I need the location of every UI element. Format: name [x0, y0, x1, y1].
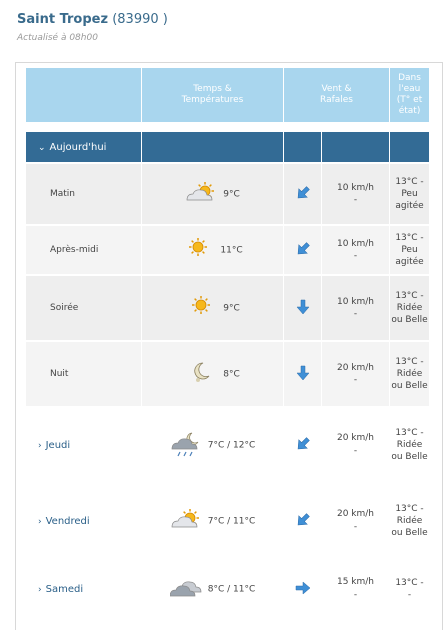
sunny-icon — [185, 294, 221, 323]
sunny-icon — [182, 236, 218, 265]
cloudy-icon — [170, 575, 206, 604]
table-header — [26, 68, 430, 124]
wind-speed: 10 km/h — [336, 183, 375, 193]
update-time: Actualisé à 08h00 — [17, 33, 98, 43]
wind-arrow-icon — [295, 444, 311, 455]
wind-arrow-icon — [295, 250, 311, 260]
day-row[interactable] — [26, 484, 430, 560]
day-toggle[interactable] — [26, 484, 142, 560]
header-eau-line1: Dans — [398, 73, 421, 83]
wind-arrow-icon — [295, 520, 311, 531]
day-temp: 7°C / 11°C — [207, 516, 256, 526]
page-title — [17, 12, 168, 27]
day-weather — [142, 484, 284, 560]
water-temp: 13°C - — [395, 428, 424, 438]
day-water — [390, 408, 430, 484]
chevron-right-icon: › — [38, 440, 42, 451]
period-row — [26, 342, 430, 408]
wind-direction — [284, 226, 322, 276]
wind-direction — [284, 408, 322, 484]
wind-gust: - — [353, 375, 358, 385]
header-eau — [390, 68, 430, 124]
day-wind — [322, 560, 390, 620]
period-weather — [142, 342, 284, 408]
wind-direction — [284, 560, 322, 620]
day-label: Samedi — [45, 583, 84, 595]
period-temp: 8°C — [223, 369, 240, 379]
period-wind — [322, 226, 390, 276]
header-blank — [26, 68, 142, 124]
day-toggle[interactable] — [26, 408, 142, 484]
wind-gust: - — [353, 251, 358, 261]
wind-direction — [284, 276, 322, 342]
chevron-right-icon: › — [38, 516, 42, 527]
wind-gust: - — [353, 522, 358, 532]
sea-state: Ridée ou Belle — [391, 516, 428, 538]
wind-direction — [284, 484, 322, 560]
period-name — [26, 226, 142, 276]
water-temp: 13°C - — [395, 233, 424, 243]
wind-gust: - — [353, 309, 358, 319]
period-label: Matin — [50, 189, 76, 199]
period-label: Soirée — [50, 303, 79, 313]
period-name — [26, 164, 142, 226]
wind-arrow-icon — [295, 588, 311, 599]
wind-gust: - — [353, 446, 358, 456]
forecast-table — [26, 68, 430, 620]
wind-speed: 20 km/h — [336, 509, 375, 519]
day-temp: 7°C / 12°C — [207, 440, 256, 450]
day-label: Jeudi — [45, 439, 71, 451]
period-wind — [322, 164, 390, 226]
sea-state: Peu agitée — [395, 245, 424, 267]
header-temps: Temps & Températures — [142, 68, 284, 124]
wind-direction — [284, 164, 322, 226]
wind-speed: 10 km/h — [336, 239, 375, 249]
period-water — [390, 226, 430, 276]
day-water — [390, 484, 430, 560]
partly-cloudy-icon — [185, 180, 221, 209]
wind-gust: - — [353, 195, 358, 205]
postcode: (83990 ) — [112, 12, 168, 27]
page-header — [17, 12, 168, 43]
day-row[interactable] — [26, 408, 430, 484]
sea-state: Ridée ou Belle — [391, 369, 428, 391]
period-row — [26, 226, 430, 276]
day-wind — [322, 484, 390, 560]
day-water — [390, 560, 430, 620]
sea-state: - — [407, 590, 412, 600]
period-weather — [142, 226, 284, 276]
period-wind — [322, 276, 390, 342]
period-weather — [142, 276, 284, 342]
chevron-down-icon: ⌄ — [38, 142, 46, 153]
period-temp: 9°C — [223, 189, 240, 199]
day-row[interactable] — [26, 560, 430, 620]
period-row — [26, 164, 430, 226]
wind-arrow-icon — [295, 374, 311, 384]
day-toggle[interactable] — [26, 560, 142, 620]
today-label: Aujourd'hui — [49, 141, 107, 153]
wind-speed: 20 km/h — [336, 433, 375, 443]
day-label: Vendredi — [45, 515, 90, 527]
period-name — [26, 342, 142, 408]
period-name — [26, 276, 142, 342]
wind-gust: - — [353, 590, 358, 600]
water-temp: 13°C - — [395, 291, 424, 301]
today-row[interactable] — [26, 132, 430, 164]
header-eau-line2: l'eau — [398, 84, 421, 94]
chevron-right-icon: › — [38, 584, 42, 595]
day-weather — [142, 408, 284, 484]
city-name: Saint Tropez — [17, 12, 109, 27]
header-eau-line4: état) — [398, 106, 421, 116]
wind-arrow-icon — [295, 308, 311, 318]
water-temp: 13°C - — [395, 504, 424, 514]
period-temp: 11°C — [220, 245, 243, 255]
period-water — [390, 342, 430, 408]
water-temp: 13°C - — [395, 357, 424, 367]
day-weather — [142, 560, 284, 620]
forecast-table-wrapper — [26, 68, 430, 620]
period-water — [390, 276, 430, 342]
wind-speed: 15 km/h — [336, 577, 375, 587]
sea-state: Peu agitée — [395, 189, 424, 211]
wind-arrow-icon — [295, 194, 311, 204]
today-toggle[interactable] — [26, 132, 142, 164]
sea-state: Ridée ou Belle — [391, 303, 428, 325]
wind-speed: 10 km/h — [336, 297, 375, 307]
period-label: Après-midi — [50, 245, 99, 255]
period-weather — [142, 164, 284, 226]
night-showers-icon — [170, 431, 206, 460]
water-temp: 13°C - — [395, 177, 424, 187]
night-clear-icon — [185, 360, 221, 389]
header-vent: Vent & Rafales — [284, 68, 390, 124]
header-eau-line3: (T° et — [396, 95, 423, 105]
water-temp: 13°C - — [395, 578, 424, 588]
period-temp: 9°C — [223, 303, 240, 313]
period-wind — [322, 342, 390, 408]
day-temp: 8°C / 11°C — [207, 584, 256, 594]
period-water — [390, 164, 430, 226]
sea-state: Ridée ou Belle — [391, 440, 428, 462]
period-label: Nuit — [50, 369, 69, 379]
period-row — [26, 276, 430, 342]
wind-speed: 20 km/h — [336, 363, 375, 373]
day-wind — [322, 408, 390, 484]
wind-direction — [284, 342, 322, 408]
partly-cloudy-icon — [170, 507, 206, 536]
